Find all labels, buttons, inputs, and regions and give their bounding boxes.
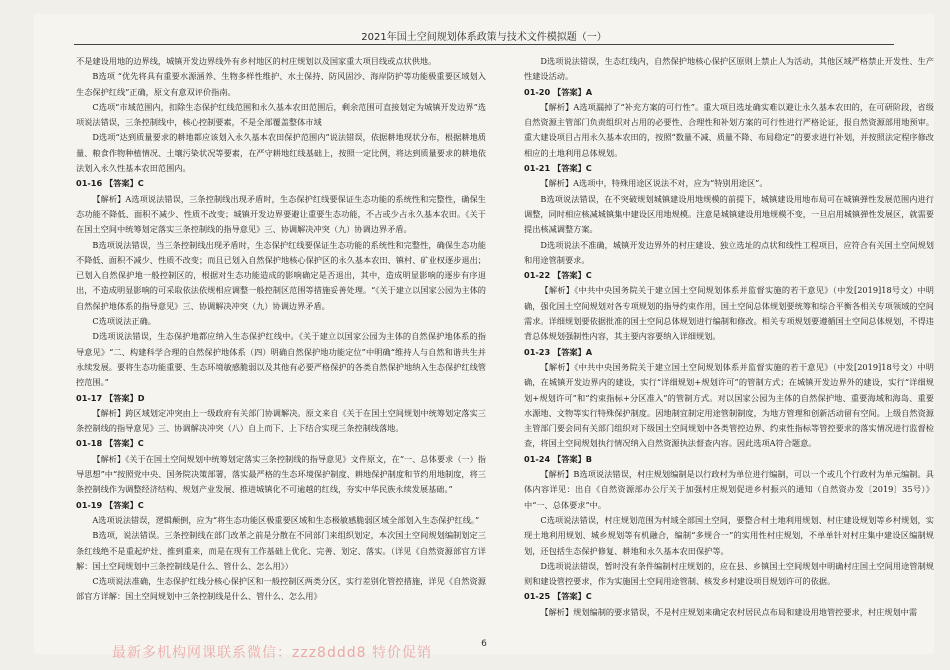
header-divider <box>74 44 894 45</box>
paragraph: C选项说法正确。 <box>92 316 156 327</box>
paragraph: 【解析】A选项说法错误，三条控制线出现矛盾时，生态保护红线要保证生态功能的系统性和完整性，确保生态功能不降低、面积不减少、性质不改变；城镇开发边界要避让重要生态功能，不占或少占永久基本农田。《关于在国土空间中统筹划定落实三条控制线的指导意见》三、协调解决冲突（九）协调边界矛盾。 <box>76 193 486 235</box>
paragraph: 【解析】《中共中央国务院关于建立国土空间规划体系并监督实施的若干意见》（中发[2019]18号文）中明确，在城镇开发边界内的建设，实行“详细规划+规划许可”的管制方式；在城镇开发边界外的建设，实行“详细规划+规划许可”和“约束指标+分区准入”的管制方式。对以国家公园为主体的自然保护地、重要海域和海岛、重要水源地、文物等实行特殊保护制度。因地制宜制定用途管制制度，为地方管理和创新活动留有空间。上级自然资源主管部门要会同有关部门组织对下级国土空间规划中各类管控边界、约束性指标等管控要求的落实情况进行监督检查，将国土空间规划执行情况纳入自然资源执法督查内容。因此选项A符合题意。 <box>524 361 934 449</box>
question-answer-heading: 01-19 【答案】C <box>76 499 144 510</box>
question-answer-heading: 01-25 【答案】C <box>524 591 592 602</box>
paragraph: 【解析】规划编制的要求错误，不是村庄规划来确定农村居民点布局和建设用地管控要求，村庄规划中需 <box>540 606 918 617</box>
question-answer-heading: 01-23 【答案】A <box>524 346 593 357</box>
paragraph: D选项说法不准确，城镇开发边界外的村庄建设、独立选址的点状和线性工程项目，应符合有关国土空间规划和用途管制要求。 <box>524 239 934 265</box>
paragraph: D选项说法错误，暂时没有条件编制村庄规划的，应在县、乡镇国土空间规划中明确村庄国土空间用途管制规则和建设管控要求，作为实施国土空间用途管制、核发乡村建设项目规划许可的依据。 <box>524 560 934 587</box>
document-page <box>34 14 934 654</box>
paragraph: B选项说法错误，在不突破规划城镇建设用地规模的前提下，城镇建设用地布局可在城镇弹性发展范围内进行调整，同时相应核减城镇集中建设区用地规模。注意是城镇建设用地规模不变，一旦启用城镇弹性发展区，就需要提出核减调整方案。 <box>524 193 934 235</box>
paragraph: B选项 “优先将具有重要水源涵养、生物多样性维护、水土保持、防风固沙、海岸防护等功能极重要区域划入生态保护红线”正确，原文有意双评价指南。 <box>76 71 486 97</box>
paragraph: B选项，说法错误。三条控制线在部门改革之前是分散在不同部门来组织划定，本次国土空间规划编制划定三条红线绝不是重起炉灶、推到重来，而是在现有工作基础上优化、完善、划定、落实。（详见《自然资源部官方详解：国土空间规划中三条控制线是什么、管什么、怎么用》） <box>76 530 486 571</box>
page-number: 6 <box>481 639 487 649</box>
question-answer-heading: 01-20 【答案】A <box>524 86 593 97</box>
paragraph: C选项说法准确，生态保护红线分核心保护区和一般控制区两类分区，实行差别化管控措施，详见《自然资源部官方详解：国土空间规划中三条控制线是什么、管什么、怎么用》 <box>76 576 486 602</box>
paragraph: A选项说法错误，逻辑颠倒，应为“将生态功能区极重要区域和生态极敏感脆弱区域全部划入生态保护红线。” <box>92 514 480 525</box>
paragraph: 【解析】《中共中央国务院关于建立国土空间规划体系并监督实施的若干意见》（中发[2019]18号文）中明确，强化国土空间规划对各专项规划的指导约束作用，国土空间总体规划要统筹和综合平衡各相关专项领域的空间需求。详细规划要依据批准的国土空间总体规划进行编制和修改。相关专项规划要遵循国土空间总体规划，不得违背总体规划强制性内容，其主要内容要纳入详细规划。 <box>524 285 934 342</box>
paragraph: D选项说法错误，生态红线内，自然保护地核心保护区原则上禁止人为活动，其他区域严格禁止开发性、生产性建设活动。 <box>524 56 934 82</box>
right-column <box>524 54 934 620</box>
watermark-text: 最新多机构网课联系微信：zzz8ddd8 特价促销 <box>112 645 432 661</box>
paragraph: C选项说法错误，村庄规划范围为村域全部国土空间，要整合村土地利用规划、村庄建设规划等乡村规划，实现土地利用规划、城乡规划等有机融合，编制“多规合一”的实用性村庄规划，不单单针对村庄集中建设区编制规划，还包括生态保护修复、耕地和永久基本农田保护等。 <box>524 514 934 556</box>
question-answer-heading: 01-16 【答案】C <box>76 178 144 189</box>
paragraph: 【解析】A选项漏掉了“补充方案的可行性”。重大项目选址确实难以避让永久基本农田的，在可研阶段，省级自然资源主管部门负责组织对占用的必要性、合理性和补划方案的可行性进行严格论证，报自然资源部用地预审。重大建设项目占用永久基本农田的，按照“数量不减、质量不降、布局稳定”的要求进行补划，并按照法定程序修改相应的土地利用总体规划。 <box>524 101 934 158</box>
paragraph: 【解析】《关于在国土空间规划中统筹划定落实三条控制线的指导意见》文件原文，在“一、总体要求（一）指导思想”中“按照党中央、国务院决策部署，落实最严格的生态环境保护制度、耕地保护制度和节约用地制度，将三条控制线作为调整经济结构、规划产业发展、推进城镇化不可逾越的红线，夯实中华民族永续发展基础。” <box>76 453 486 495</box>
question-answer-heading: 01-17 【答案】D <box>76 392 145 403</box>
left-column <box>76 54 486 605</box>
page-header: 2021年国土空间规划体系政策与技术文件模拟题（一） <box>361 32 607 43</box>
paragraph: 不是建设用地的边界线，城镇开发边界线外有乡村地区的村庄规划以及国家重大项目线或点状供地。 <box>76 56 437 66</box>
paragraph: 【解析】A选项中，特殊用途区说法不对，应为“特别用途区”。 <box>540 178 768 189</box>
paragraph: C选项“市域范围内，扣除生态保护红线范围和永久基本农田范围后，剩余范围可直接划定为城镇开发边界”选项说法错误，三条控制线中，核心控制要素，不是全部覆盖整体市域 <box>76 101 486 128</box>
paragraph: 【解析】跨区域划定冲突由上一级政府有关部门协调解决。原文来自《关于在国土空间规划中统筹划定落实三条控制线的指导意见》三、协调解决冲突（八）自上而下、上下结合实现三条控制线落地。 <box>76 407 486 434</box>
question-answer-heading: 01-22 【答案】C <box>524 270 592 281</box>
question-answer-heading: 01-21 【答案】C <box>524 163 592 174</box>
question-answer-heading: 01-24 【答案】B <box>524 453 593 464</box>
paragraph: D选项说法错误，生态保护地都应纳入生态保护红线中。《关于建立以国家公园为主体的自然保护地体系的指导意见》“二、构建科学合理的自然保护地体系（四）明确自然保护地功能定位”中明确“维持人与自然和谐共生并永续发展。要将生态功能重要、生态环境敏感脆弱以及其他有必要严格保护的各类自然保护地纳入生态保护红线管控范围。” <box>76 331 486 388</box>
paragraph: 【解析】B选项说法错误，村庄规划编制是以行政村为单位进行编制，可以一个或几个行政村为单元编制。具体内容详见：出自《自然资源部办公厅关于加强村庄规划促进乡村振兴的通知（自然资办发〔2019〕35号）》中“一、总体要求”中。 <box>524 469 934 510</box>
question-answer-heading: 01-18 【答案】C <box>76 438 144 449</box>
paragraph: D选项“达到质量要求的耕地都应该划入永久基本农田保护范围内”说法错误，依据耕地现状分布，根据耕地质量、粮食作物种植情况、土壤污染状况等要素，在严守耕地红线基础上，按照一定比例，将达到质量要求的耕地依法划入永久性基本农田范围内。 <box>76 132 486 174</box>
paragraph: B选项说法错误，当三条控制线出现矛盾时，生态保护红线要保证生态功能的系统性和完整性，确保生态功能不降低、面积不减少、性质不改变；而且已划入自然保护地核心保护区的永久基本农田、镇村、矿业权逐步退出；已划入自然保护地一般控制区的，根据对生态功能造成的影响确定是否退出，其中，造成明显影响的逐步有序退出，不造成明显影响的可采取依法依规相应调整一般控制区范围等措施妥善处理。“《关于建立以国家公园为主体的自然保护地体系的指导意见》三、协调解决冲突（九）协调边界矛盾。 <box>76 239 486 311</box>
